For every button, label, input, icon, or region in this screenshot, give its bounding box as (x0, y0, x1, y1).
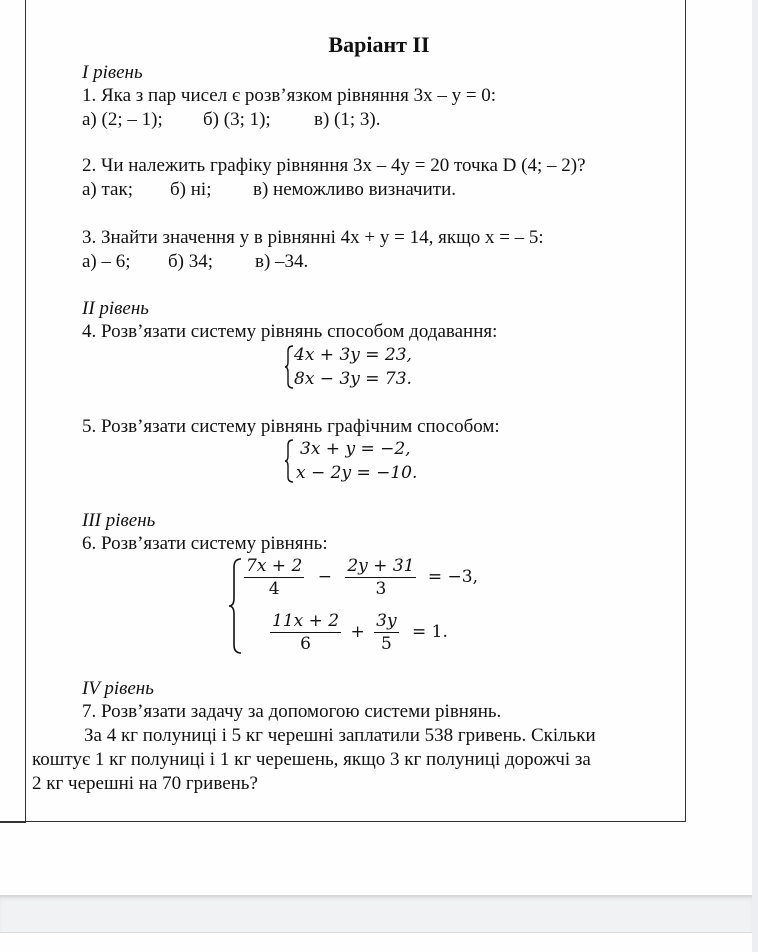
level-3-heading: III рівень (82, 510, 156, 531)
page-gap (0, 895, 752, 933)
denominator: 5 (380, 634, 392, 654)
operator: − (317, 567, 332, 587)
q7-text-line-2: коштує 1 кг полуниці і 1 кг черешень, якщо 3 кг полуниці дорожчі за (32, 749, 591, 770)
q1-option-c: в) (1; 3). (314, 109, 381, 130)
level-2-heading: II рівень (82, 298, 149, 319)
question-4: 4. Розв’язати систему рівнянь способом додавання: (82, 321, 498, 342)
q2-option-a: а) так; (82, 179, 133, 200)
numerator: 7x + 2 (246, 556, 303, 576)
q3-option-a: а) – 6; (82, 251, 131, 272)
brace-icon (284, 345, 294, 389)
level-4-heading: IV рівень (82, 678, 154, 699)
right-hand-side: = 1. (411, 622, 448, 642)
q5-equation-1: 3x + y = −2, (300, 439, 411, 459)
q6-equation-2 (270, 610, 448, 655)
scrollbar-track[interactable] (752, 0, 758, 952)
brace-icon (284, 439, 294, 483)
q1-option-b: б) (3; 1); (203, 109, 271, 130)
q3-option-c: в) –34. (255, 251, 309, 272)
denominator: 3 (375, 579, 387, 599)
numerator: 11x + 2 (272, 611, 340, 631)
level-1-heading: I рівень (82, 62, 143, 83)
q3-option-b: б) 34; (168, 251, 214, 272)
question-2: 2. Чи належить графіку рівняння 3х – 4у = 20 точка D (4; – 2)? (82, 155, 586, 176)
denominator: 6 (300, 634, 311, 654)
q7-text-line-1: За 4 кг полуниці і 5 кг черешні заплатили 538 гривень. Скільки (84, 725, 596, 746)
question-7: 7. Розв’язати задачу за допомогою системи рівнянь. (82, 701, 502, 722)
question-5: 5. Розв’язати систему рівнянь графічним способом: (82, 416, 500, 437)
q2-option-b: б) ні; (170, 179, 212, 200)
q7-text-line-3: 2 кг черешні на 70 гривень? (32, 773, 258, 794)
question-1: 1. Яка з пар чисел є розв’язком рівняння 3х – у = 0: (82, 85, 497, 106)
page-title: Варіант II (328, 32, 430, 57)
question-3: 3. Знайти значення у в рівнянні 4х + у = 14, якщо х = – 5: (82, 227, 544, 248)
numerator: 3y (376, 611, 397, 631)
right-hand-side: = −3, (427, 567, 478, 587)
q5-equation-2: x − 2y = −10. (296, 463, 418, 483)
numerator: 2y + 31 (347, 556, 415, 576)
q4-equation-2: 8x − 3y = 73. (294, 369, 412, 389)
q2-option-c: в) неможливо визначити. (253, 179, 456, 200)
question-6: 6. Розв’язати систему рівнянь: (82, 533, 328, 554)
denominator: 4 (268, 579, 280, 599)
divider (0, 821, 26, 823)
q6-equation-1 (244, 555, 478, 600)
brace-icon (228, 558, 242, 654)
operator: + (350, 622, 365, 642)
q1-option-a: а) (2; – 1); (82, 109, 163, 130)
q4-equation-1: 4x + 3y = 23, (294, 345, 412, 365)
